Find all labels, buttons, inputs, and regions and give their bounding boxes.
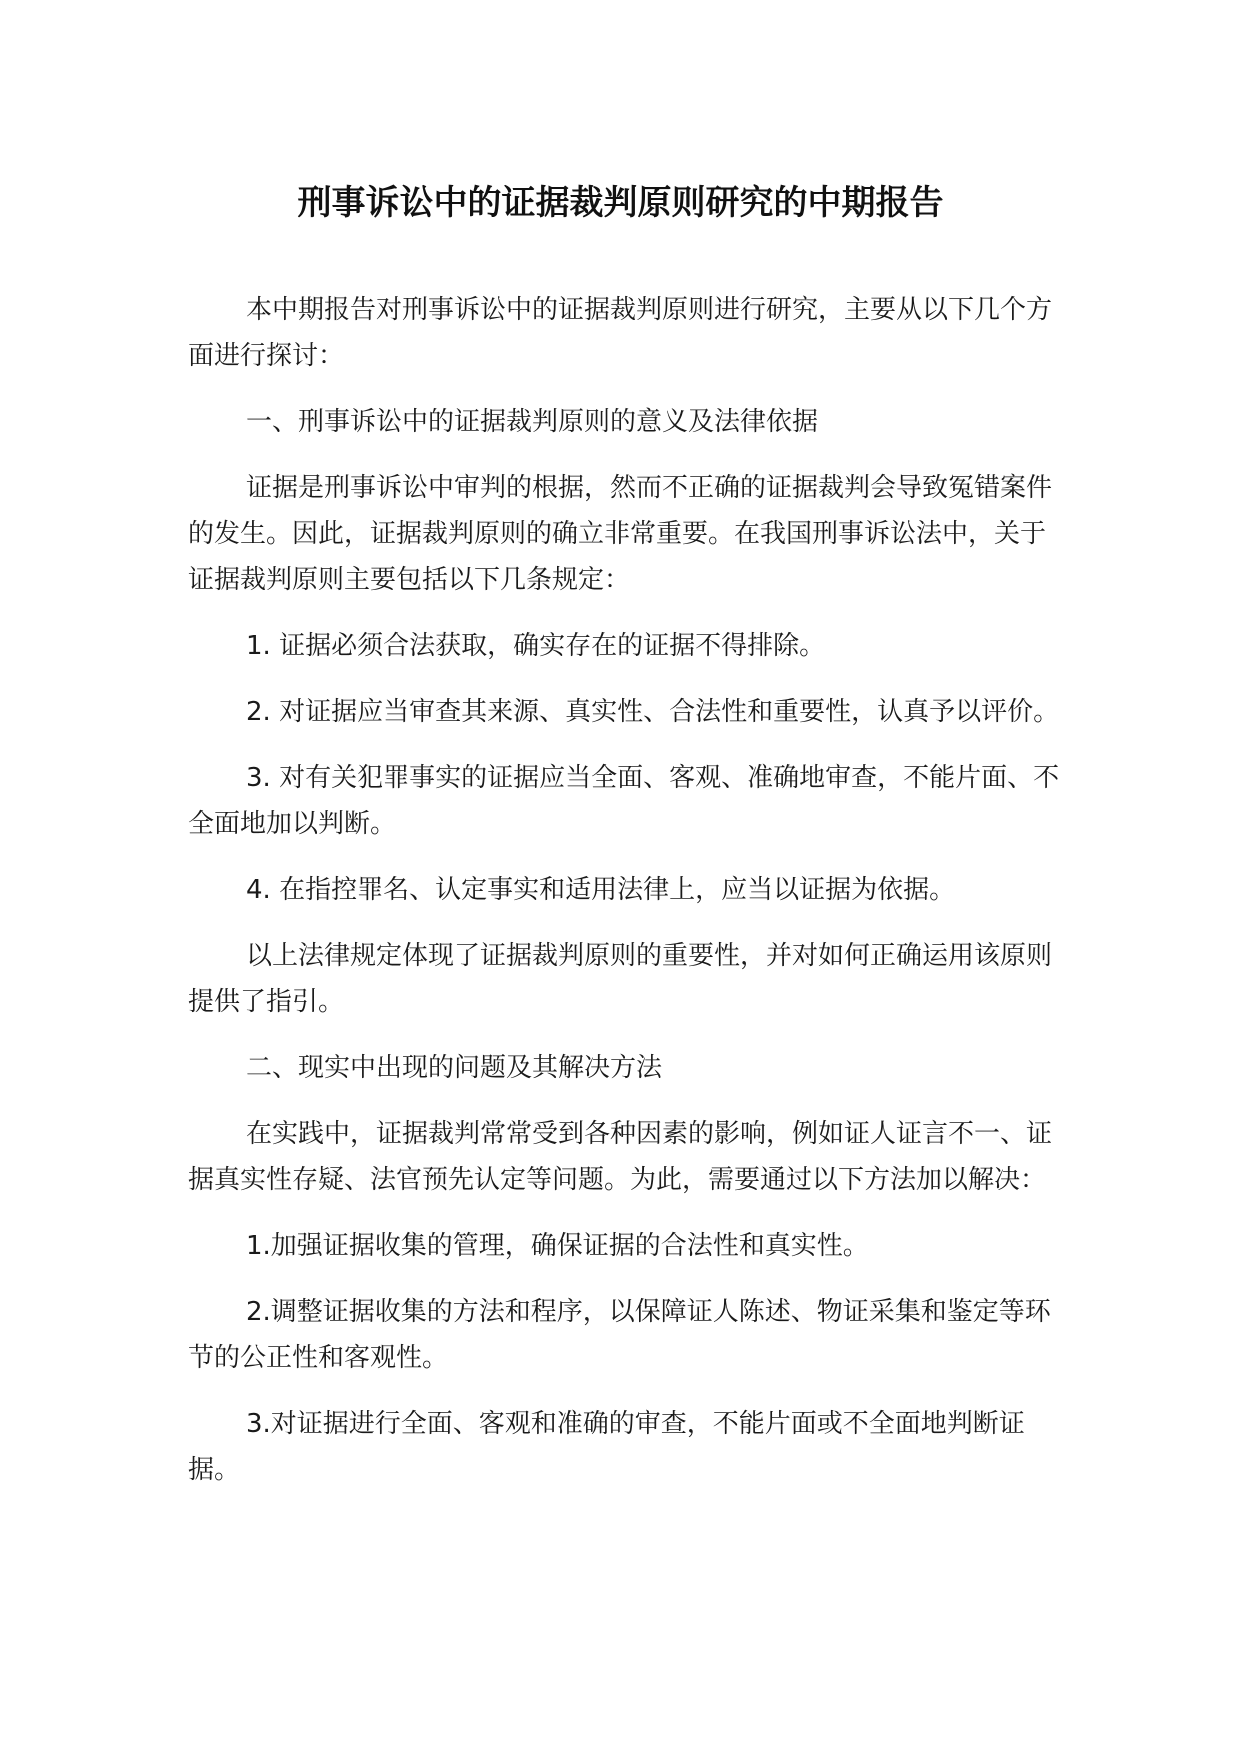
document-body: [188, 287, 1068, 1513]
paragraph-summary: 以上法律规定体现了证据裁判原则的重要性，并对如何正确运用该原则提供了指引。: [188, 941, 1053, 1017]
rule-item-4: 4. 在指控罪名、认定事实和适用法律上，应当以证据为依据。: [246, 875, 956, 905]
paragraph-evidence-basis: 证据是刑事诉讼中审判的根据，然而不正确的证据裁判会导致冤错案件的发生。因此，证据裁判原则的确立非常重要。在我国刑事诉讼法中，关于证据裁判原则主要包括以下几条规定：: [188, 473, 1053, 595]
rule-item-1: 1. 证据必须合法获取，确实存在的证据不得排除。: [246, 631, 826, 661]
rule-item-2: 2. 对证据应当审查其来源、真实性、合法性和重要性，认真予以评价。: [246, 697, 1060, 727]
rule-item-3: 3. 对有关犯罪事实的证据应当全面、客观、准确地审查，不能片面、不全面地加以判断。: [188, 763, 1060, 839]
paragraph-practice-problems: 在实践中，证据裁判常常受到各种因素的影响，例如证人证言不一、证据真实性存疑、法官预先认定等问题。为此，需要通过以下方法加以解决：: [188, 1119, 1053, 1195]
paragraph-intro: 本中期报告对刑事诉讼中的证据裁判原则进行研究，主要从以下几个方面进行探讨：: [188, 295, 1053, 371]
section-heading-2: 二、现实中出现的问题及其解决方法: [246, 1053, 663, 1083]
solution-item-1: 1.加强证据收集的管理，确保证据的合法性和真实性。: [246, 1231, 869, 1261]
section-heading-1: 一、刑事诉讼中的证据裁判原则的意义及法律依据: [246, 407, 819, 437]
solution-item-2: 2.调整证据收集的方法和程序，以保障证人陈述、物证采集和鉴定等环节的公正性和客观性。: [188, 1297, 1051, 1373]
solution-item-3: 3.对证据进行全面、客观和准确的审查，不能片面或不全面地判断证据。: [188, 1409, 1025, 1485]
document-title: 刑事诉讼中的证据裁判原则研究的中期报告: [297, 183, 944, 223]
